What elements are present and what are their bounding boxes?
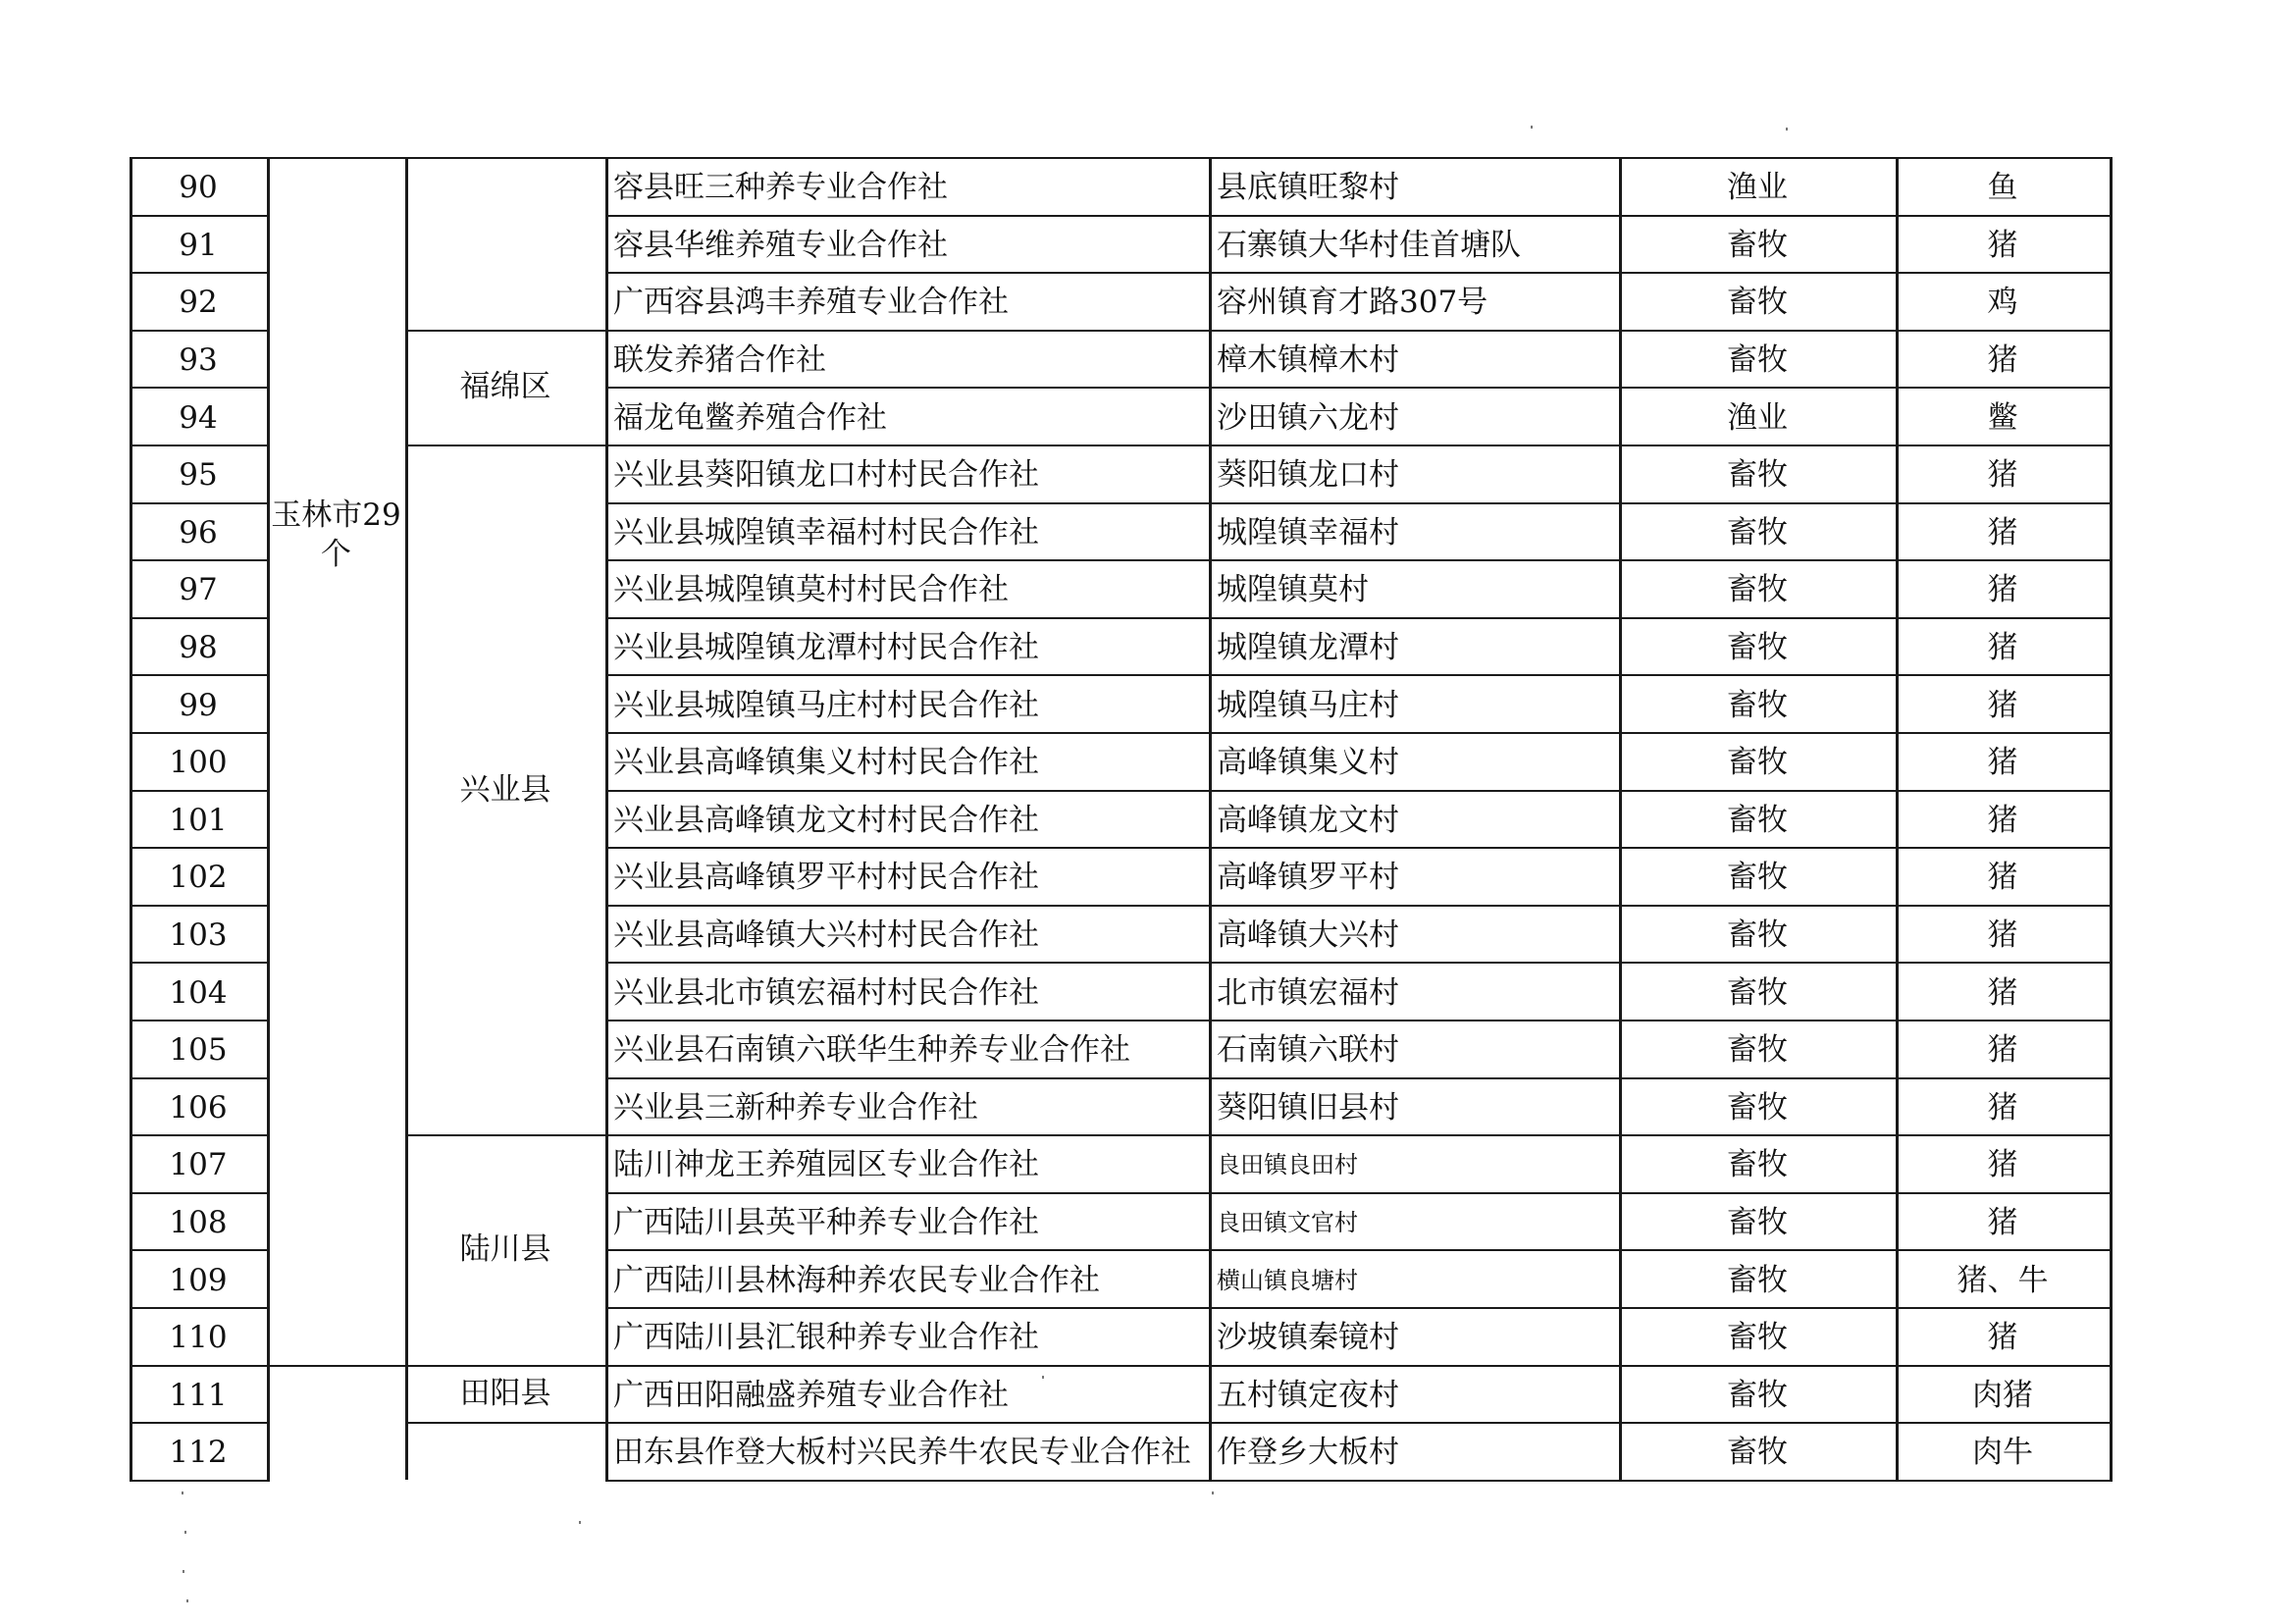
- row-number: 94: [179, 399, 218, 436]
- main-product: 猪: [1987, 745, 2018, 781]
- cooperative-name: 兴业县城隍镇龙潭村村民合作社: [613, 630, 1039, 666]
- row-divider: [405, 157, 605, 159]
- column-divider: [267, 157, 270, 1480]
- industry-type: 畜牧: [1727, 974, 1788, 1011]
- main-product: 猪: [1987, 917, 2018, 954]
- industry-type: 畜牧: [1727, 1032, 1788, 1069]
- industry-type: 畜牧: [1727, 457, 1788, 494]
- row-divider: [605, 272, 2113, 274]
- cooperative-address: 城隍镇马庄村: [1217, 687, 1399, 723]
- main-product: 猪: [1987, 1032, 2018, 1069]
- row-divider: [605, 847, 2113, 849]
- row-number: 103: [169, 917, 228, 954]
- row-number: 105: [169, 1032, 228, 1069]
- row-divider: [130, 1249, 270, 1251]
- county-label: 陆川县: [459, 1231, 551, 1268]
- row-divider: [405, 1134, 605, 1136]
- row-divider: [405, 330, 605, 332]
- row-number: 92: [179, 285, 218, 321]
- table-border-left: [130, 157, 132, 1480]
- row-divider: [605, 617, 2113, 619]
- row-divider: [130, 905, 270, 907]
- cooperative-address: 城隍镇幸福村: [1217, 514, 1399, 550]
- cooperative-address: 良田镇良田村: [1217, 1151, 1358, 1179]
- row-divider: [130, 1077, 270, 1079]
- industry-type: 畜牧: [1727, 514, 1788, 550]
- industry-type: 畜牧: [1727, 572, 1788, 608]
- cooperative-address: 北市镇宏福村: [1217, 974, 1399, 1011]
- county-label: 福绵区: [459, 369, 551, 405]
- cooperative-address: 葵阳镇龙口村: [1217, 457, 1399, 494]
- industry-type: 渔业: [1727, 170, 1788, 206]
- row-divider: [130, 1020, 270, 1021]
- cooperative-address: 沙坡镇秦镜村: [1217, 1320, 1399, 1356]
- city-label-line1: 玉林市29: [271, 497, 401, 533]
- main-product: 猪: [1987, 687, 2018, 723]
- row-divider: [130, 732, 270, 734]
- scan-speck: [579, 1521, 581, 1524]
- cooperative-address: 容州镇育才路307号: [1217, 285, 1488, 321]
- main-product: 肉牛: [1972, 1435, 2033, 1471]
- cooperative-name: 兴业县高峰镇集义村村民合作社: [613, 745, 1039, 781]
- cooperative-name: 兴业县三新种养专业合作社: [613, 1089, 978, 1126]
- cooperative-name: 福龙龟鳖养殖合作社: [613, 399, 887, 436]
- cooperative-name: 兴业县高峰镇大兴村村民合作社: [613, 917, 1039, 954]
- cooperative-address: 良田镇文官村: [1217, 1209, 1358, 1237]
- main-product: 猪: [1987, 514, 2018, 550]
- table-border-right: [2110, 157, 2113, 1480]
- industry-type: 畜牧: [1727, 227, 1788, 263]
- cooperative-name: 容县旺三种养专业合作社: [613, 170, 948, 206]
- row-divider: [130, 559, 270, 561]
- scan-speck: [1212, 1492, 1214, 1494]
- main-product: 猪: [1987, 342, 2018, 379]
- row-number: 101: [169, 802, 228, 838]
- row-number: 108: [169, 1205, 228, 1241]
- main-product: 猪: [1987, 974, 2018, 1011]
- row-divider: [605, 1192, 2113, 1194]
- scan-speck: [182, 1492, 183, 1494]
- row-divider: [605, 790, 2113, 792]
- row-divider: [130, 1307, 270, 1309]
- cooperative-address: 城隍镇龙潭村: [1217, 630, 1399, 666]
- cooperative-address: 高峰镇集义村: [1217, 745, 1399, 781]
- industry-type: 畜牧: [1727, 342, 1788, 379]
- cooperative-name: 田东县作登大板村兴民养牛农民专业合作社: [613, 1435, 1191, 1471]
- cooperative-address: 樟木镇樟木村: [1217, 342, 1399, 379]
- scan-speck: [183, 1570, 184, 1573]
- cooperative-name: 兴业县城隍镇莫村村民合作社: [613, 572, 1009, 608]
- row-number: 97: [179, 572, 218, 608]
- row-divider: [267, 157, 405, 159]
- row-divider: [605, 502, 2113, 504]
- row-divider: [605, 215, 2113, 217]
- industry-type: 畜牧: [1727, 1320, 1788, 1356]
- industry-type: 畜牧: [1727, 687, 1788, 723]
- row-number: 112: [169, 1435, 228, 1471]
- row-number: 91: [179, 227, 218, 263]
- cooperative-name: 兴业县北市镇宏福村村民合作社: [613, 974, 1039, 1011]
- industry-type: 渔业: [1727, 399, 1788, 436]
- cooperative-name: 广西容县鸿丰养殖专业合作社: [613, 285, 1009, 321]
- row-divider: [130, 847, 270, 849]
- row-divider: [130, 272, 270, 274]
- row-divider: [405, 445, 605, 446]
- cooperative-address: 高峰镇大兴村: [1217, 917, 1399, 954]
- main-product: 猪: [1987, 1147, 2018, 1183]
- row-number: 98: [179, 630, 218, 666]
- row-divider: [130, 1365, 270, 1367]
- industry-type: 畜牧: [1727, 285, 1788, 321]
- main-product: 猪: [1987, 457, 2018, 494]
- cooperative-name: 陆川神龙王养殖园区专业合作社: [613, 1147, 1039, 1183]
- cooperative-address: 县底镇旺黎村: [1217, 170, 1399, 206]
- main-product: 猪、牛: [1957, 1262, 2049, 1298]
- industry-type: 畜牧: [1727, 1262, 1788, 1298]
- industry-type: 畜牧: [1727, 802, 1788, 838]
- row-number: 99: [179, 687, 218, 723]
- column-divider: [605, 157, 608, 1480]
- row-divider: [605, 1422, 2113, 1424]
- cooperative-name: 广西田阳融盛养殖专业合作社: [613, 1377, 1009, 1413]
- cooperative-name: 兴业县葵阳镇龙口村村民合作社: [613, 457, 1039, 494]
- row-divider: [130, 674, 270, 676]
- row-number: 109: [169, 1262, 228, 1298]
- row-number: 93: [179, 342, 218, 379]
- row-number: 107: [169, 1147, 228, 1183]
- row-number: 100: [169, 745, 228, 781]
- row-divider: [605, 1077, 2113, 1079]
- row-divider: [605, 559, 2113, 561]
- scan-speck: [184, 1531, 186, 1534]
- row-divider: [130, 330, 270, 332]
- main-product: 猪: [1987, 630, 2018, 666]
- cooperative-name: 广西陆川县汇银种养专业合作社: [613, 1320, 1039, 1356]
- industry-type: 畜牧: [1727, 917, 1788, 954]
- industry-type: 畜牧: [1727, 1147, 1788, 1183]
- row-divider: [130, 617, 270, 619]
- main-product: 猪: [1987, 1205, 2018, 1241]
- row-number: 102: [169, 860, 228, 896]
- row-number: 106: [169, 1089, 228, 1126]
- main-product: 猪: [1987, 572, 2018, 608]
- row-divider: [605, 1480, 2113, 1482]
- row-divider: [130, 1480, 270, 1482]
- row-divider: [405, 1422, 605, 1424]
- column-divider: [405, 157, 408, 1480]
- cooperative-name: 广西陆川县林海种养农民专业合作社: [613, 1262, 1100, 1298]
- row-divider: [130, 962, 270, 964]
- cooperative-address: 沙田镇六龙村: [1217, 399, 1399, 436]
- main-product: 鸡: [1987, 285, 2018, 321]
- scan-speck: [186, 1599, 188, 1602]
- cooperative-address: 五村镇定夜村: [1217, 1377, 1399, 1413]
- row-divider: [605, 1134, 2113, 1136]
- cooperative-name: 广西陆川县英平种养专业合作社: [613, 1205, 1039, 1241]
- row-divider: [405, 1365, 605, 1367]
- scan-speck: [1531, 126, 1533, 129]
- cooperative-name: 兴业县高峰镇罗平村村民合作社: [613, 860, 1039, 896]
- row-number: 95: [179, 457, 218, 494]
- city-label-line2: 个: [321, 537, 351, 572]
- main-product: 肉猪: [1972, 1377, 2033, 1413]
- city-group-cell: [267, 491, 405, 579]
- cooperative-address: 高峰镇龙文村: [1217, 802, 1399, 838]
- row-number: 111: [169, 1377, 228, 1413]
- cooperative-address: 葵阳镇旧县村: [1217, 1089, 1399, 1126]
- column-divider: [1896, 157, 1899, 1480]
- main-product: 猪: [1987, 860, 2018, 896]
- row-divider: [605, 1249, 2113, 1251]
- industry-type: 畜牧: [1727, 1377, 1788, 1413]
- row-divider: [605, 445, 2113, 446]
- main-product: 鳖: [1987, 399, 2018, 436]
- industry-type: 畜牧: [1727, 1205, 1788, 1241]
- cooperative-name: 兴业县城隍镇马庄村村民合作社: [613, 687, 1039, 723]
- cooperative-address: 石南镇六联村: [1217, 1032, 1399, 1069]
- main-product: 鱼: [1987, 170, 2018, 206]
- row-divider: [605, 387, 2113, 389]
- cooperative-address: 作登乡大板村: [1217, 1435, 1399, 1471]
- row-divider: [605, 674, 2113, 676]
- row-divider: [605, 1307, 2113, 1309]
- row-divider: [130, 1134, 270, 1136]
- main-product: 猪: [1987, 802, 2018, 838]
- row-divider: [605, 330, 2113, 332]
- column-divider: [1209, 157, 1212, 1480]
- industry-type: 畜牧: [1727, 745, 1788, 781]
- row-divider: [267, 1365, 405, 1367]
- main-product: 猪: [1987, 227, 2018, 263]
- row-number: 96: [179, 514, 218, 550]
- cooperative-address: 横山镇良塘村: [1217, 1266, 1358, 1294]
- scan-speck: [1042, 1376, 1044, 1379]
- industry-type: 畜牧: [1727, 1089, 1788, 1126]
- county-label: 田阳县: [459, 1375, 551, 1411]
- cooperative-name: 兴业县石南镇六联华生种养专业合作社: [613, 1032, 1130, 1069]
- row-divider: [605, 962, 2113, 964]
- main-product: 猪: [1987, 1089, 2018, 1126]
- cooperative-name: 兴业县城隍镇幸福村村民合作社: [613, 514, 1039, 550]
- industry-type: 畜牧: [1727, 860, 1788, 896]
- row-divider: [130, 157, 270, 159]
- row-divider: [130, 387, 270, 389]
- column-divider: [1619, 157, 1622, 1480]
- cooperative-address: 高峰镇罗平村: [1217, 860, 1399, 896]
- row-number: 90: [179, 170, 218, 206]
- row-divider: [130, 445, 270, 446]
- row-divider: [130, 790, 270, 792]
- main-product: 猪: [1987, 1320, 2018, 1356]
- county-label: 兴业县: [459, 771, 551, 808]
- row-number: 110: [169, 1320, 228, 1356]
- industry-type: 畜牧: [1727, 1435, 1788, 1471]
- scan-speck: [1786, 128, 1788, 131]
- row-divider: [130, 502, 270, 504]
- cooperative-name: 兴业县高峰镇龙文村村民合作社: [613, 802, 1039, 838]
- row-divider: [130, 1422, 270, 1424]
- industry-type: 畜牧: [1727, 630, 1788, 666]
- row-divider: [605, 732, 2113, 734]
- row-divider: [605, 1365, 2113, 1367]
- cooperative-name: 容县华维养殖专业合作社: [613, 227, 948, 263]
- row-divider: [130, 1192, 270, 1194]
- cooperative-name: 联发养猪合作社: [613, 342, 826, 379]
- row-divider: [605, 905, 2113, 907]
- row-number: 104: [169, 974, 228, 1011]
- cooperative-address: 城隍镇莫村: [1217, 572, 1369, 608]
- row-divider: [605, 1020, 2113, 1021]
- row-divider: [605, 157, 2113, 159]
- cooperative-address: 石寨镇大华村佳首塘队: [1217, 227, 1521, 263]
- row-divider: [130, 215, 270, 217]
